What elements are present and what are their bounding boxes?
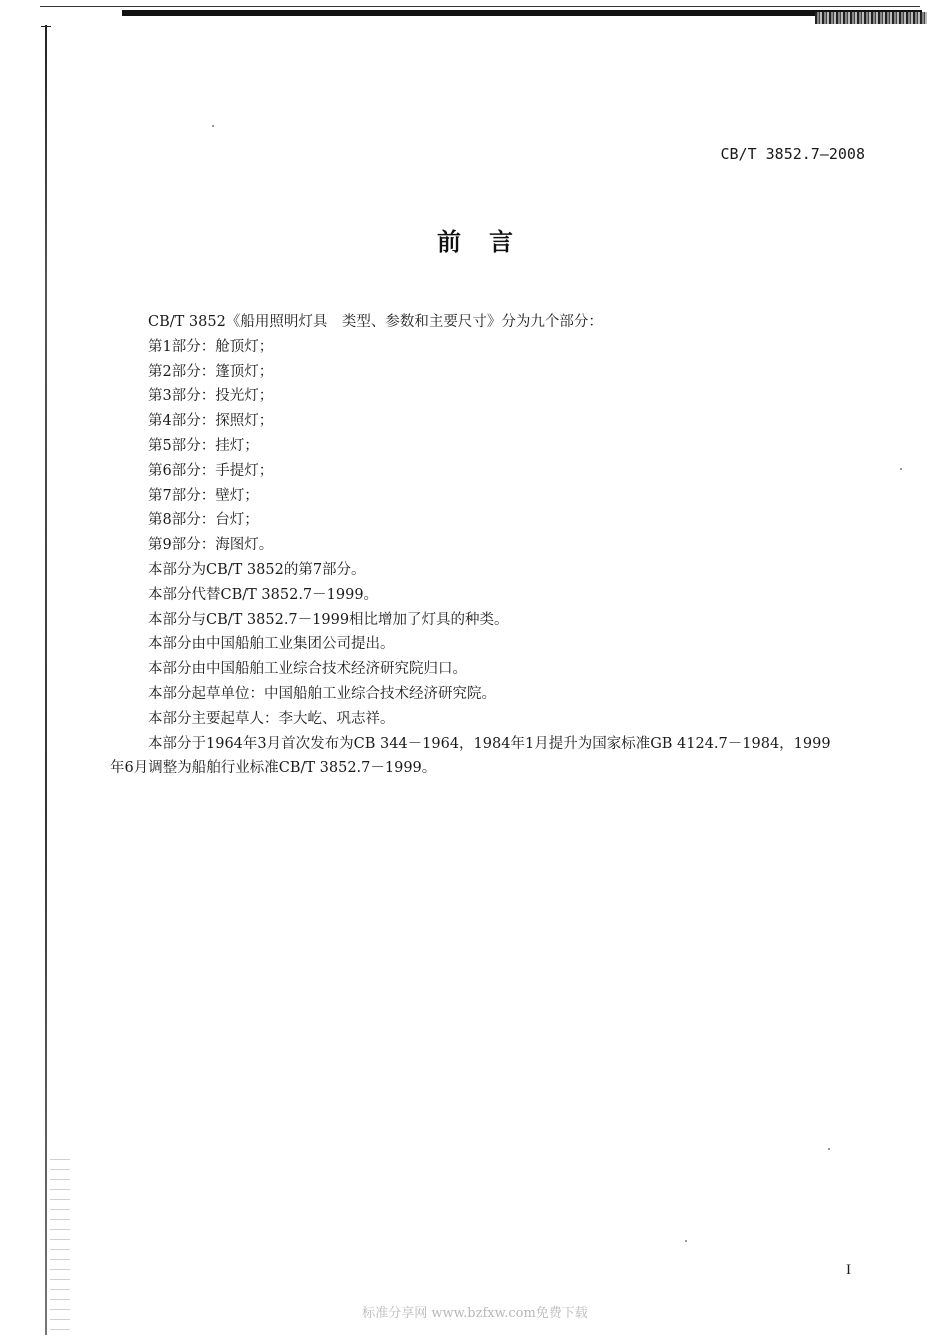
paragraph: 本部分由中国船舶工业集团公司提出。 (148, 636, 395, 653)
paragraph: 第1部分：舱顶灯； (148, 338, 274, 355)
watermark: 标准分享网 www.bzfxw.com免费下载 (362, 1306, 588, 1321)
paragraph: 第4部分：探照灯； (148, 413, 274, 430)
foreword-body (110, 310, 880, 781)
scan-edge-artifact (815, 12, 927, 24)
paragraph: 第7部分：壁灯； (148, 487, 259, 504)
top-thin-rule (40, 6, 920, 7)
scan-speck (828, 1148, 830, 1150)
paragraph: 本部分主要起草人：李大屹、巩志祥。 (148, 710, 395, 727)
paragraph: 第9部分：海图灯。 (148, 537, 274, 554)
top-header-rule (122, 10, 922, 16)
paragraph-continuation: 年6月调整为船舶行业标准CB/T 3852.7－1999。 (110, 760, 437, 777)
paragraph: 第5部分：挂灯； (148, 437, 259, 454)
scan-speck (685, 1240, 687, 1242)
paragraph: 第2部分：篷顶灯； (148, 363, 274, 380)
scan-speck (212, 125, 214, 127)
page-number: I (846, 1262, 851, 1278)
paragraph: 本部分与CB/T 3852.7－1999相比增加了灯具的种类。 (148, 611, 509, 628)
paragraph: 本部分起草单位：中国船舶工业综合技术经济研究院。 (148, 685, 496, 702)
paragraph: 第3部分：投光灯； (148, 388, 274, 405)
paragraph: 本部分为CB/T 3852的第7部分。 (148, 561, 366, 578)
paragraph: 本部分代替CB/T 3852.7－1999。 (148, 586, 379, 603)
paragraph: CB/T 3852《船用照明灯具 类型、参数和主要尺寸》分为九个部分： (148, 314, 603, 330)
paragraph: 第8部分：台灯； (148, 512, 259, 529)
paragraph: 第6部分：手提灯； (148, 462, 274, 479)
left-margin-tick (41, 26, 51, 27)
document-code: CB/T 3852.7—2008 (720, 145, 865, 163)
paragraph: 本部分于1964年3月首次发布为CB 344－1964，1984年1月提升为国家标准GB 4124.7－1984，1999 (148, 735, 831, 752)
scan-speck (900, 468, 902, 470)
paragraph: 本部分由中国船舶工业综合技术经济研究院归口。 (148, 661, 467, 678)
page-title: 前言 (437, 228, 541, 256)
